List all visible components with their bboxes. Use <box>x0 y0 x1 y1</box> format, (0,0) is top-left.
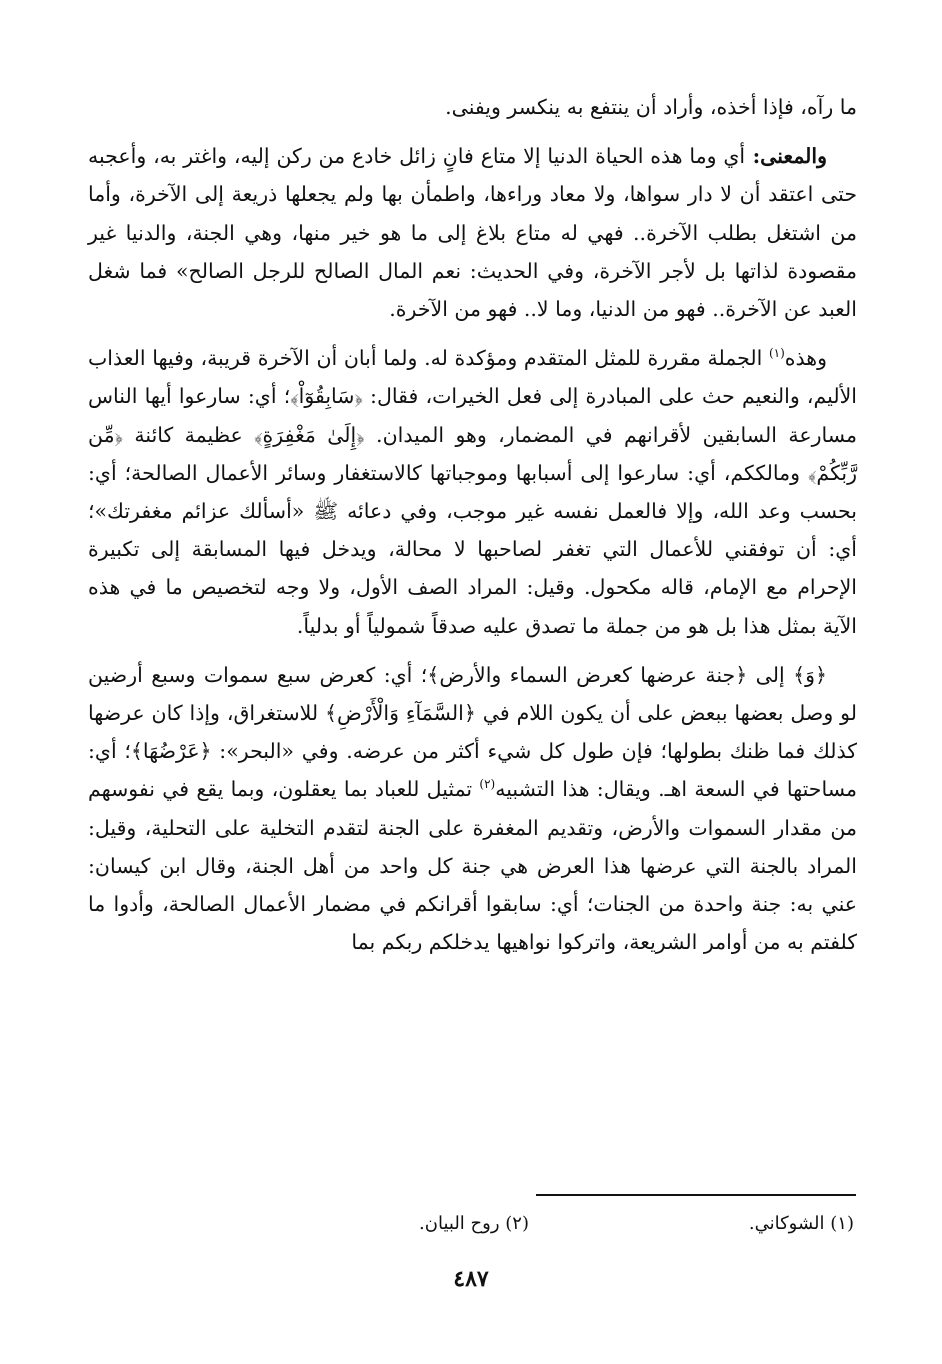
footnote-2-text: روح البيان. <box>419 1213 500 1234</box>
paragraph <box>88 656 857 962</box>
footnote-1-number: (١) <box>830 1213 854 1234</box>
paragraph-text: الجملة مقررة للمثل المتقدم ومؤكدة له. ولما أبان أن الآخرة قريبة، وفيها العذاب الأليم، والنعيم حث على المبادرة إلى فعل الخيرات، فقال: ﴿سَابِقُوٓاْ﴾؛ أي: سارعوا أيها الناس مسارعة السابقين لأقرانهم في المضمار، وهو الميدان. ﴿إِلَىٰ مَغْفِرَةٍ﴾ عظيمة كائنة ﴿مِّن رَّبِّكُمْ﴾ ومالككم، أي: سارعوا إلى أسبابها وموجباتها كالاستغفار وسائر الأعمال الصالحة؛ أي: بحسب وعد الله، وإلا فالعمل نفسه غير موجب، وفي دعائه ﷺ «أسألك عزائم مغفرتك»؛ أي: أن توفقني للأعمال التي تغفر لصاحبها لا محالة، ويدخل فيها المسابقة إلى تكبيرة الإحرام مع الإمام، قاله مكحول. وقيل: المراد الصف الأول، ولا وجه لتخصيص ما في هذه الآية بمثل هذا بل هو من جملة ما تصدق عليه صدقاً شمولياً أو بدلياً. <box>88 346 857 638</box>
body-text <box>88 88 857 961</box>
footnote-2 <box>419 1210 529 1238</box>
paragraph <box>88 339 857 645</box>
footnote-1 <box>749 1210 854 1238</box>
paragraph-text: تمثيل للعباد بما يعقلون، وبما يقع في نفوسهم من مقدار السموات والأرض، وتقديم المغفرة على الجنة لتقدم التخلية على التحلية، وقيل: المراد بالجنة التي عرضها هذا العرض هي جنة كل واحد من أهل الجنة، وقال ابن كيسان: عني به: جنة واحدة من الجنات؛ أي: سابقوا أقرانكم في مضمار الأعمال الصالحة، وأدوا ما كلفتم به من أوامر الشريعة، واتركوا نواهيها يدخلكم ربكم بما <box>88 777 857 955</box>
paragraph-text: أي وما هذه الحياة الدنيا إلا متاع فانٍ زائل خادع من ركن إليه، واغتر به، وأعجبه حتى اعتقد أن لا دار سواها، ولا معاد وراءها، واطمأن بها ولم يجعلها ذريعة إلى الآخرة، وأما من اشتغل بطلب الآخرة.. فهي له متاع بلاغ إلى ما هو خير منها، وهي الجنة، والدنيا غير مقصودة لذاتها بل لأجر الآخرة، وفي الحديث: نعم المال الصالح للرجل الصالح» فما شغل العبد عن الآخرة.. فهو من الدنيا، وما لا.. فهو من الآخرة. <box>88 144 857 322</box>
paragraph <box>88 137 857 328</box>
paragraph-text: وهذه <box>784 346 827 371</box>
paragraph-text: ما رآه، فإذا أخذه، وأراد أن ينتفع به ينكسر ويفنى. <box>445 95 857 119</box>
paragraph-text: ﴿وَ﴾ إلى ﴿جنة عرضها كعرض السماء والأرض﴾؛ أي: كعرض سبع سموات وسبع أرضين لو وصل بعضها ببعض على أن يكون اللام في ﴿السَّمَآءِ وَالْأَرْضِ﴾ للاستغراق، وإذا كان عرضها كذلك فما ظنك بطولها؛ فإن طول كل شيء أكثر من عرضه. وفي «البحر»: ﴿عَرْضُهَا﴾؛ أي: مساحتها في السعة اهـ. ويقال: هذا التشبيه <box>88 662 857 802</box>
footnote-2-number: (٢) <box>505 1213 529 1234</box>
footnote-1-text: الشوكاني. <box>748 1213 825 1234</box>
page-number: ٤٨٧ <box>453 1266 489 1292</box>
paragraph <box>88 88 857 126</box>
footnote-divider <box>536 1194 856 1196</box>
footnote-ref: (١) <box>768 346 785 361</box>
paragraph-heading: والمعنى: <box>745 144 828 169</box>
footnote-ref: (٢) <box>479 777 496 792</box>
